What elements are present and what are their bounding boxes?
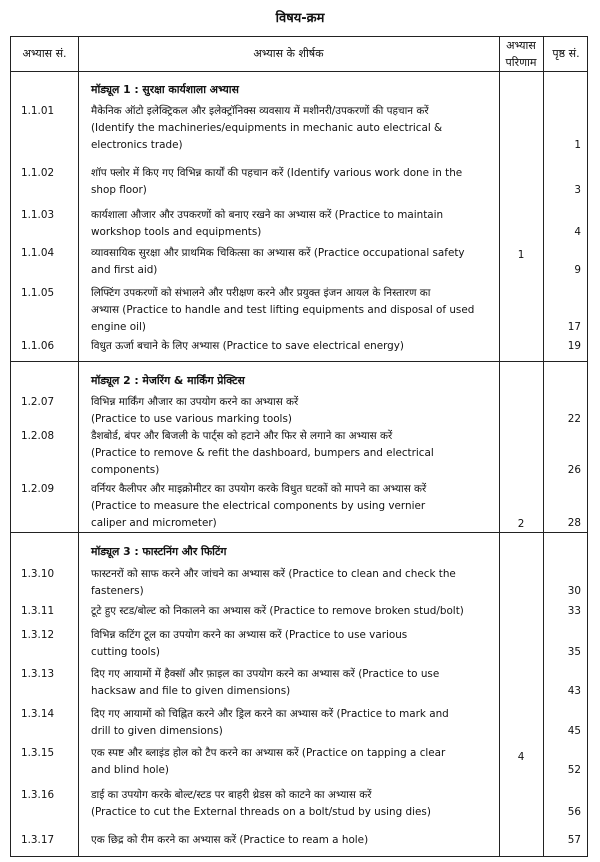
page-number: 26 [567,464,581,476]
contents-table [10,36,588,857]
exercise-title-line: components) [91,464,160,476]
exercise-title-line: (Practice to measure the electrical components by using vernier [91,500,426,512]
module-title-1: मॉड्यूल 1 : सुरक्षा कार्यशाला अभ्यास [91,83,239,96]
exercise-title-line: डैशबोर्ड, बंपर और बिजली के पार्ट्स को हटाने और फिर से लगाने का अभ्यास करें [91,430,393,442]
module-outcome-1: 1 [517,249,525,261]
exercise-title-line: (Identify the machineries/equipments in mechanic auto electrical & [91,122,443,134]
exercise-title-line: hacksaw and file to given dimensions) [91,685,291,697]
exercise-title-line: विभिन्न मार्किंग औजार का उपयोग करने का अभ्यास करें [91,396,299,408]
exercise-title-line: दिए गए आयामों में हैक्सॉ और फ़ाइल का उपयोग करने का अभ्यास करें (Practice to use [91,668,440,680]
exercise-number: 1.3.16 [21,789,55,801]
exercise-title-line: and first aid) [91,264,158,276]
exercise-title-line: डाई का उपयोग करके बोल्ट/स्टड पर बाहरी थ्रेडस को काटने का अभ्यास करें [91,789,372,801]
page-number: 33 [567,605,581,617]
exercise-number: 1.2.08 [21,430,55,442]
exercise-title-line: caliper and micrometer) [91,517,217,529]
exercise-number: 1.2.09 [21,483,55,495]
page-number: 9 [574,264,581,276]
exercise-title-line: लिफ्टिंग उपकरणों को संभालने और परीक्षण करने और प्रयुक्त इंजन आयल के निस्तारण का [91,287,431,299]
exercise-number: 1.3.17 [21,834,55,846]
page-number: 17 [567,321,581,333]
page-number: 43 [567,685,581,697]
page-number: 56 [567,806,581,818]
exercise-title-line: व्यावसायिक सुरक्षा और प्राथमिक चिकित्सा का अभ्यास करें (Practice occupational safety [91,247,465,259]
col-divider-1 [78,37,79,856]
exercise-title-line: कार्यशाला औजार और उपकरणों को बनाए रखने का अभ्यास करें (Practice to maintain [91,209,444,221]
exercise-title-line: दिए गए आयामों को चिह्नित करने और ड्रिल करने का अभ्यास करें (Practice to mark and [91,708,449,720]
module-title-2: मॉड्यूल 2 : मेजरिंग & मार्किंग प्रेक्टिस [91,374,245,387]
page-title: विषय-क्रम [275,11,325,26]
page-number: 30 [567,585,581,597]
exercise-title-line: (Practice to cut the External threads on a bolt/stud by using dies) [91,806,431,818]
exercise-title-line: workshop tools and equipments) [91,226,262,238]
exercise-number: 1.3.13 [21,668,55,680]
page-number: 4 [574,226,581,238]
exercise-title-line: अभ्यास (Practice to handle and test lifting equipments and disposal of used [91,304,475,316]
exercise-number: 1.2.07 [21,396,55,408]
exercise-title-line: वर्नियर कैलीपर और माइक्रोमीटर का उपयोग करके विधुत घटकों को मापने का अभ्यास करें [91,483,427,495]
module-title-3: मॉड्यूल 3 : फास्टनिंग और फिटिंग [91,545,227,558]
exercise-title-line: shop floor) [91,184,147,196]
exercise-number: 1.1.04 [21,247,55,259]
header-page-no: पृष्ठ सं. [552,47,580,60]
exercise-number: 1.3.10 [21,568,55,580]
exercise-number: 1.1.03 [21,209,55,221]
exercise-number: 1.3.11 [21,605,55,617]
page-number: 45 [567,725,581,737]
page-number: 35 [567,646,581,658]
exercise-number: 1.1.02 [21,167,55,179]
exercise-title-line: विधुत ऊर्जा बचाने के लिए अभ्यास (Practice to save electrical energy) [91,340,404,352]
exercise-number: 1.3.12 [21,629,55,641]
module-outcome-3: 4 [517,751,525,763]
exercise-title-line: and blind hole) [91,764,169,776]
header-divider [11,71,587,72]
exercise-title-line: विभिन्न कटिंग टूल का उपयोग करने का अभ्यास करें (Practice to use various [91,629,408,641]
col-divider-2 [499,37,500,856]
header-outcome-line1: अभ्यास [506,39,536,52]
exercise-number: 1.1.05 [21,287,55,299]
exercise-title-line: engine oil) [91,321,146,333]
page-number: 22 [567,413,581,425]
exercise-title-line: फास्टनरों को साफ करने और जांचने का अभ्यास करें (Practice to clean and check the [91,568,456,580]
exercise-title-line: cutting tools) [91,646,160,658]
exercise-title-line: एक छिद्र को रीम करने का अभ्यास करें (Practice to ream a hole) [91,834,369,846]
module-divider-1 [11,361,587,362]
header-outcome-line2: परिणाम [505,56,537,69]
exercise-number: 1.1.01 [21,105,55,117]
page-number: 3 [574,184,581,196]
page-number: 19 [567,340,581,352]
exercise-title-line: (Practice to use various marking tools) [91,413,292,425]
exercise-title-line: एक स्पष्ट और ब्लाइंड होल को टैप करने का अभ्यास करें (Practice on tapping a clear [91,747,446,759]
exercise-title-line: मैकेनिक ऑटो इलेक्ट्रिकल और इलेक्ट्रॉनिक्स व्यवसाय में मशीनरी/उपकरणों की पहचान करें [91,105,429,117]
page-number: 52 [567,764,581,776]
exercise-title-line: (Practice to remove & refit the dashboard, bumpers and electrical [91,447,434,459]
exercise-number: 1.3.15 [21,747,55,759]
header-exercise-title: अभ्यास के शीर्षक [253,47,324,60]
exercise-title-line: fasteners) [91,585,144,597]
module-outcome-2: 2 [517,518,525,530]
exercise-title-line: electronics trade) [91,139,183,151]
exercise-number: 1.1.06 [21,340,55,352]
page-number: 28 [567,517,581,529]
exercise-title-line: drill to given dimensions) [91,725,223,737]
exercise-number: 1.3.14 [21,708,55,720]
exercise-title-line: टूटे हुए स्टड/बोल्ट को निकालने का अभ्यास करें (Practice to remove broken stud/bolt) [91,605,464,617]
page-number: 57 [567,834,581,846]
exercise-title-line: शॉप फ्लोर में किए गए विभिन्न कार्यों की पहचान करें (Identify various work done in the [91,167,463,179]
header-exercise-no: अभ्यास सं. [22,47,67,60]
page-number: 1 [574,139,581,151]
